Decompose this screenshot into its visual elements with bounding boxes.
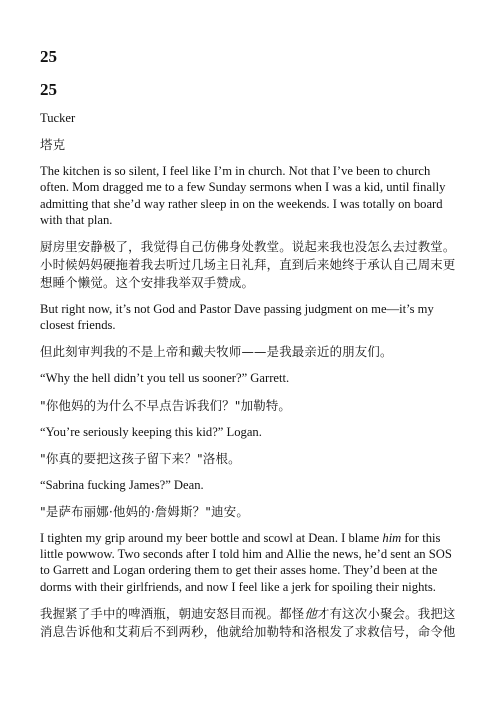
text-line: little powwow. Two seconds after I told him and Allie the news, he’d sent an SOS: [40, 547, 452, 562]
text-line: The kitchen is so silent, I feel like I’m in church. Not that I’ve been to church: [40, 164, 431, 179]
text-line: dorms with their girlfriends, and now I feel like a jerk for spoiling their nights.: [40, 579, 436, 594]
dialogue-zh: [40, 503, 462, 521]
text-line: [40, 605, 462, 623]
text-fragment: for this: [401, 531, 441, 546]
dialogue-en: [40, 370, 462, 386]
text-line: admitting that she’d way rather sleep in on the weekends. I was totally on board: [40, 196, 443, 211]
text-line: “You’re seriously keeping this kid?” Logan.: [40, 424, 262, 439]
paragraph-en: [40, 530, 462, 595]
pov-name-zh: [40, 136, 462, 154]
paragraph-zh: [40, 605, 462, 641]
emphasis-text: him: [382, 531, 402, 546]
dialogue-en: [40, 424, 462, 440]
dialogue-zh: [40, 397, 462, 415]
text-line: Tucker: [40, 111, 76, 125]
paragraph-zh: [40, 343, 462, 361]
emphasis-text: 他: [304, 605, 317, 621]
text-line: 消息告诉他和艾莉后不到两秒，他就给加勒特和洛根发了求救信号，命令他: [40, 623, 456, 639]
text-line: [40, 530, 462, 546]
dialogue-en: [40, 477, 462, 493]
text-line: 想睡个懒觉。这个安排我举双手赞成。: [40, 275, 255, 291]
dialogue-zh: [40, 450, 462, 468]
text-line: closest friends.: [40, 318, 116, 333]
paragraph-zh: [40, 238, 462, 292]
paragraph-en: [40, 301, 462, 333]
text-line: to Garrett and Logan ordering them to get their asses home. They’d been at the: [40, 563, 438, 578]
text-fragment: I tighten my grip around my beer bottle and scowl at Dean. I blame: [40, 531, 383, 546]
text-line: "你真的要把这孩子留下来？"洛根。: [40, 450, 241, 466]
text-line: 厨房里安静极了，我觉得自己仿佛身处教堂。说起来我也没怎么去过教堂。: [40, 239, 456, 255]
text-fragment: 才有这次小聚会。我把这: [317, 605, 456, 621]
text-line: 塔克: [40, 137, 66, 153]
text-line: with that plan.: [40, 212, 113, 227]
text-line: 但此刻审判我的不是上帝和戴夫牧师——是我最亲近的朋友们。: [40, 344, 393, 360]
chapter-number: 25: [40, 47, 57, 66]
text-line: “Sabrina fucking James?” Dean.: [40, 477, 204, 492]
text-line: 小时候妈妈硬拖着我去听过几场主日礼拜，直到后来她终于承认自己周末更: [40, 257, 456, 273]
text-fragment: 我握紧了手中的啤酒瓶，朝迪安怒目而视。都怪: [40, 605, 305, 621]
text-line: But right now, it’s not God and Pastor Dave passing judgment on me—it’s my: [40, 302, 434, 317]
chapter-number-translated: 25: [40, 80, 57, 99]
text-line: often. Mom dragged me to a few Sunday sermons when I was a kid, until finally: [40, 180, 446, 195]
book-page: [40, 46, 462, 650]
text-line: “Why the hell didn’t you tell us sooner?” Garrett.: [40, 371, 290, 386]
text-line: "是萨布丽娜·他妈的·詹姆斯？"迪安。: [40, 504, 249, 520]
paragraph-en: [40, 163, 462, 228]
text-line: "你他妈的为什么不早点告诉我们？"加勒特。: [40, 397, 292, 413]
pov-name-en: [40, 110, 462, 126]
